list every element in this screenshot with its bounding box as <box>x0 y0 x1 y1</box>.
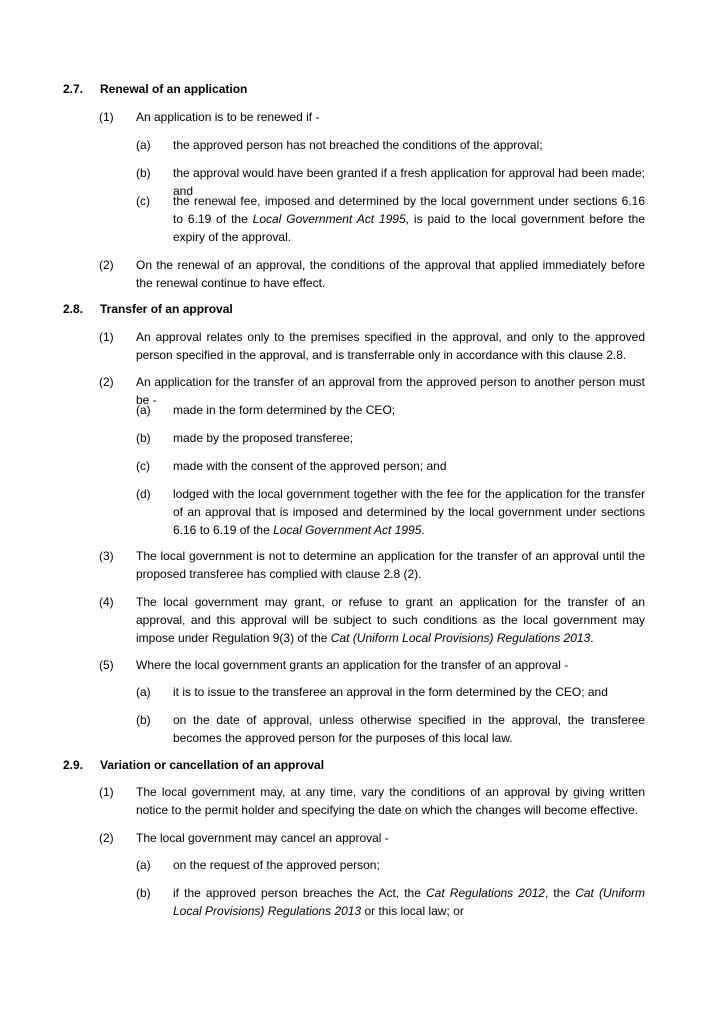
clause-number: (5) <box>99 658 114 672</box>
paragraph-letter: (a) <box>136 858 151 872</box>
paragraph-text: it is to issue to the transferee an approval in the form determined by the CEO; and <box>173 685 608 699</box>
clause-text: The local government may grant, or refuse to grant an application for the transfer of an approval, and this approval will be subject to such conditions as the local government may impose under Regulation 9(3) of the Cat (Uniform Local Provisions) Regulations 2013. <box>136 595 645 645</box>
paragraph-letter: (b) <box>136 431 151 445</box>
clause-text: An approval relates only to the premises specified in the approval, and only to the approved person specified in the approval, and is transferrable only in accordance with this clause 2.8. <box>136 330 645 362</box>
clause-text: The local government may cancel an approval - <box>136 831 389 845</box>
clause-number: (1) <box>99 785 114 799</box>
clause-text: On the renewal of an approval, the conditions of the approval that applied immediately before the renewal continue to have effect. <box>136 258 645 290</box>
section-title: Variation or cancellation of an approval <box>100 758 325 772</box>
paragraph-letter: (d) <box>136 487 151 501</box>
clause-number: (2) <box>99 375 114 389</box>
paragraph-text: the renewal fee, imposed and determined by the local government under sections 6.16 to 6.19 of the Local Government Act 1995, is paid to the local government before the expiry of the approval. <box>173 194 646 244</box>
section-2-9 <box>0 756 706 774</box>
section-heading <box>0 80 706 98</box>
clause-number: (3) <box>99 549 114 563</box>
clause-text: The local government may, at any time, vary the conditions of an approval by giving written notice to the permit holder and specifying the date on which the changes will become effective. <box>136 785 645 817</box>
section-number: 2.7. <box>63 82 84 96</box>
clause-text: An application for the transfer of an approval from the approved person to another person must be - <box>136 375 645 407</box>
clause-number: (1) <box>99 110 114 124</box>
clause-text: An application is to be renewed if - <box>136 110 320 124</box>
clause-number: (4) <box>99 595 114 609</box>
section-title: Transfer of an approval <box>100 302 233 316</box>
section-number: 2.8. <box>63 302 84 316</box>
paragraph-letter: (b) <box>136 713 151 727</box>
paragraph-text: if the approved person breaches the Act, the Cat Regulations 2012, the Cat (Uniform Local Provisions) Regulations 2013 or this local law; or <box>173 886 646 918</box>
clause-number: (1) <box>99 330 114 344</box>
paragraph-letter: (b) <box>136 166 151 180</box>
paragraph-text: the approved person has not breached the conditions of the approval; <box>173 138 543 152</box>
clause-number: (2) <box>99 831 114 845</box>
section-title: Renewal of an application <box>100 82 248 96</box>
paragraph-letter: (b) <box>136 886 151 900</box>
paragraph-letter: (a) <box>136 403 151 417</box>
paragraph-letter: (a) <box>136 138 151 152</box>
section-number: 2.9. <box>63 758 84 772</box>
section-2-8 <box>0 300 706 318</box>
paragraph-text: the approval would have been granted if a fresh application for approval had been made; and <box>173 166 645 198</box>
clause-text: The local government is not to determine an application for the transfer of an approval until the proposed transferee has complied with clause 2.8 (2). <box>136 549 645 581</box>
paragraph-text: made in the form determined by the CEO; <box>173 403 396 417</box>
section-2-7 <box>0 80 706 98</box>
paragraph-text: on the date of approval, unless otherwise specified in the approval, the transferee becomes the approved person for the purposes of this local law. <box>173 713 645 745</box>
paragraph-letter: (c) <box>136 459 150 473</box>
clause-text: Where the local government grants an application for the transfer of an approval - <box>136 658 569 672</box>
paragraph-letter: (a) <box>136 685 151 699</box>
section-heading <box>0 756 706 774</box>
paragraph-text: made with the consent of the approved person; and <box>173 459 447 473</box>
paragraph-text: lodged with the local government together with the fee for the application for the transfer of an approval that is imposed and determined by the local government under sections 6.16 to 6.19 of the Local Government Act 1995. <box>173 487 645 537</box>
clause-number: (2) <box>99 258 114 272</box>
paragraph-text: on the request of the approved person; <box>173 858 380 872</box>
paragraph-text: made by the proposed transferee; <box>173 431 354 445</box>
section-heading <box>0 300 706 318</box>
paragraph-letter: (c) <box>136 194 150 208</box>
